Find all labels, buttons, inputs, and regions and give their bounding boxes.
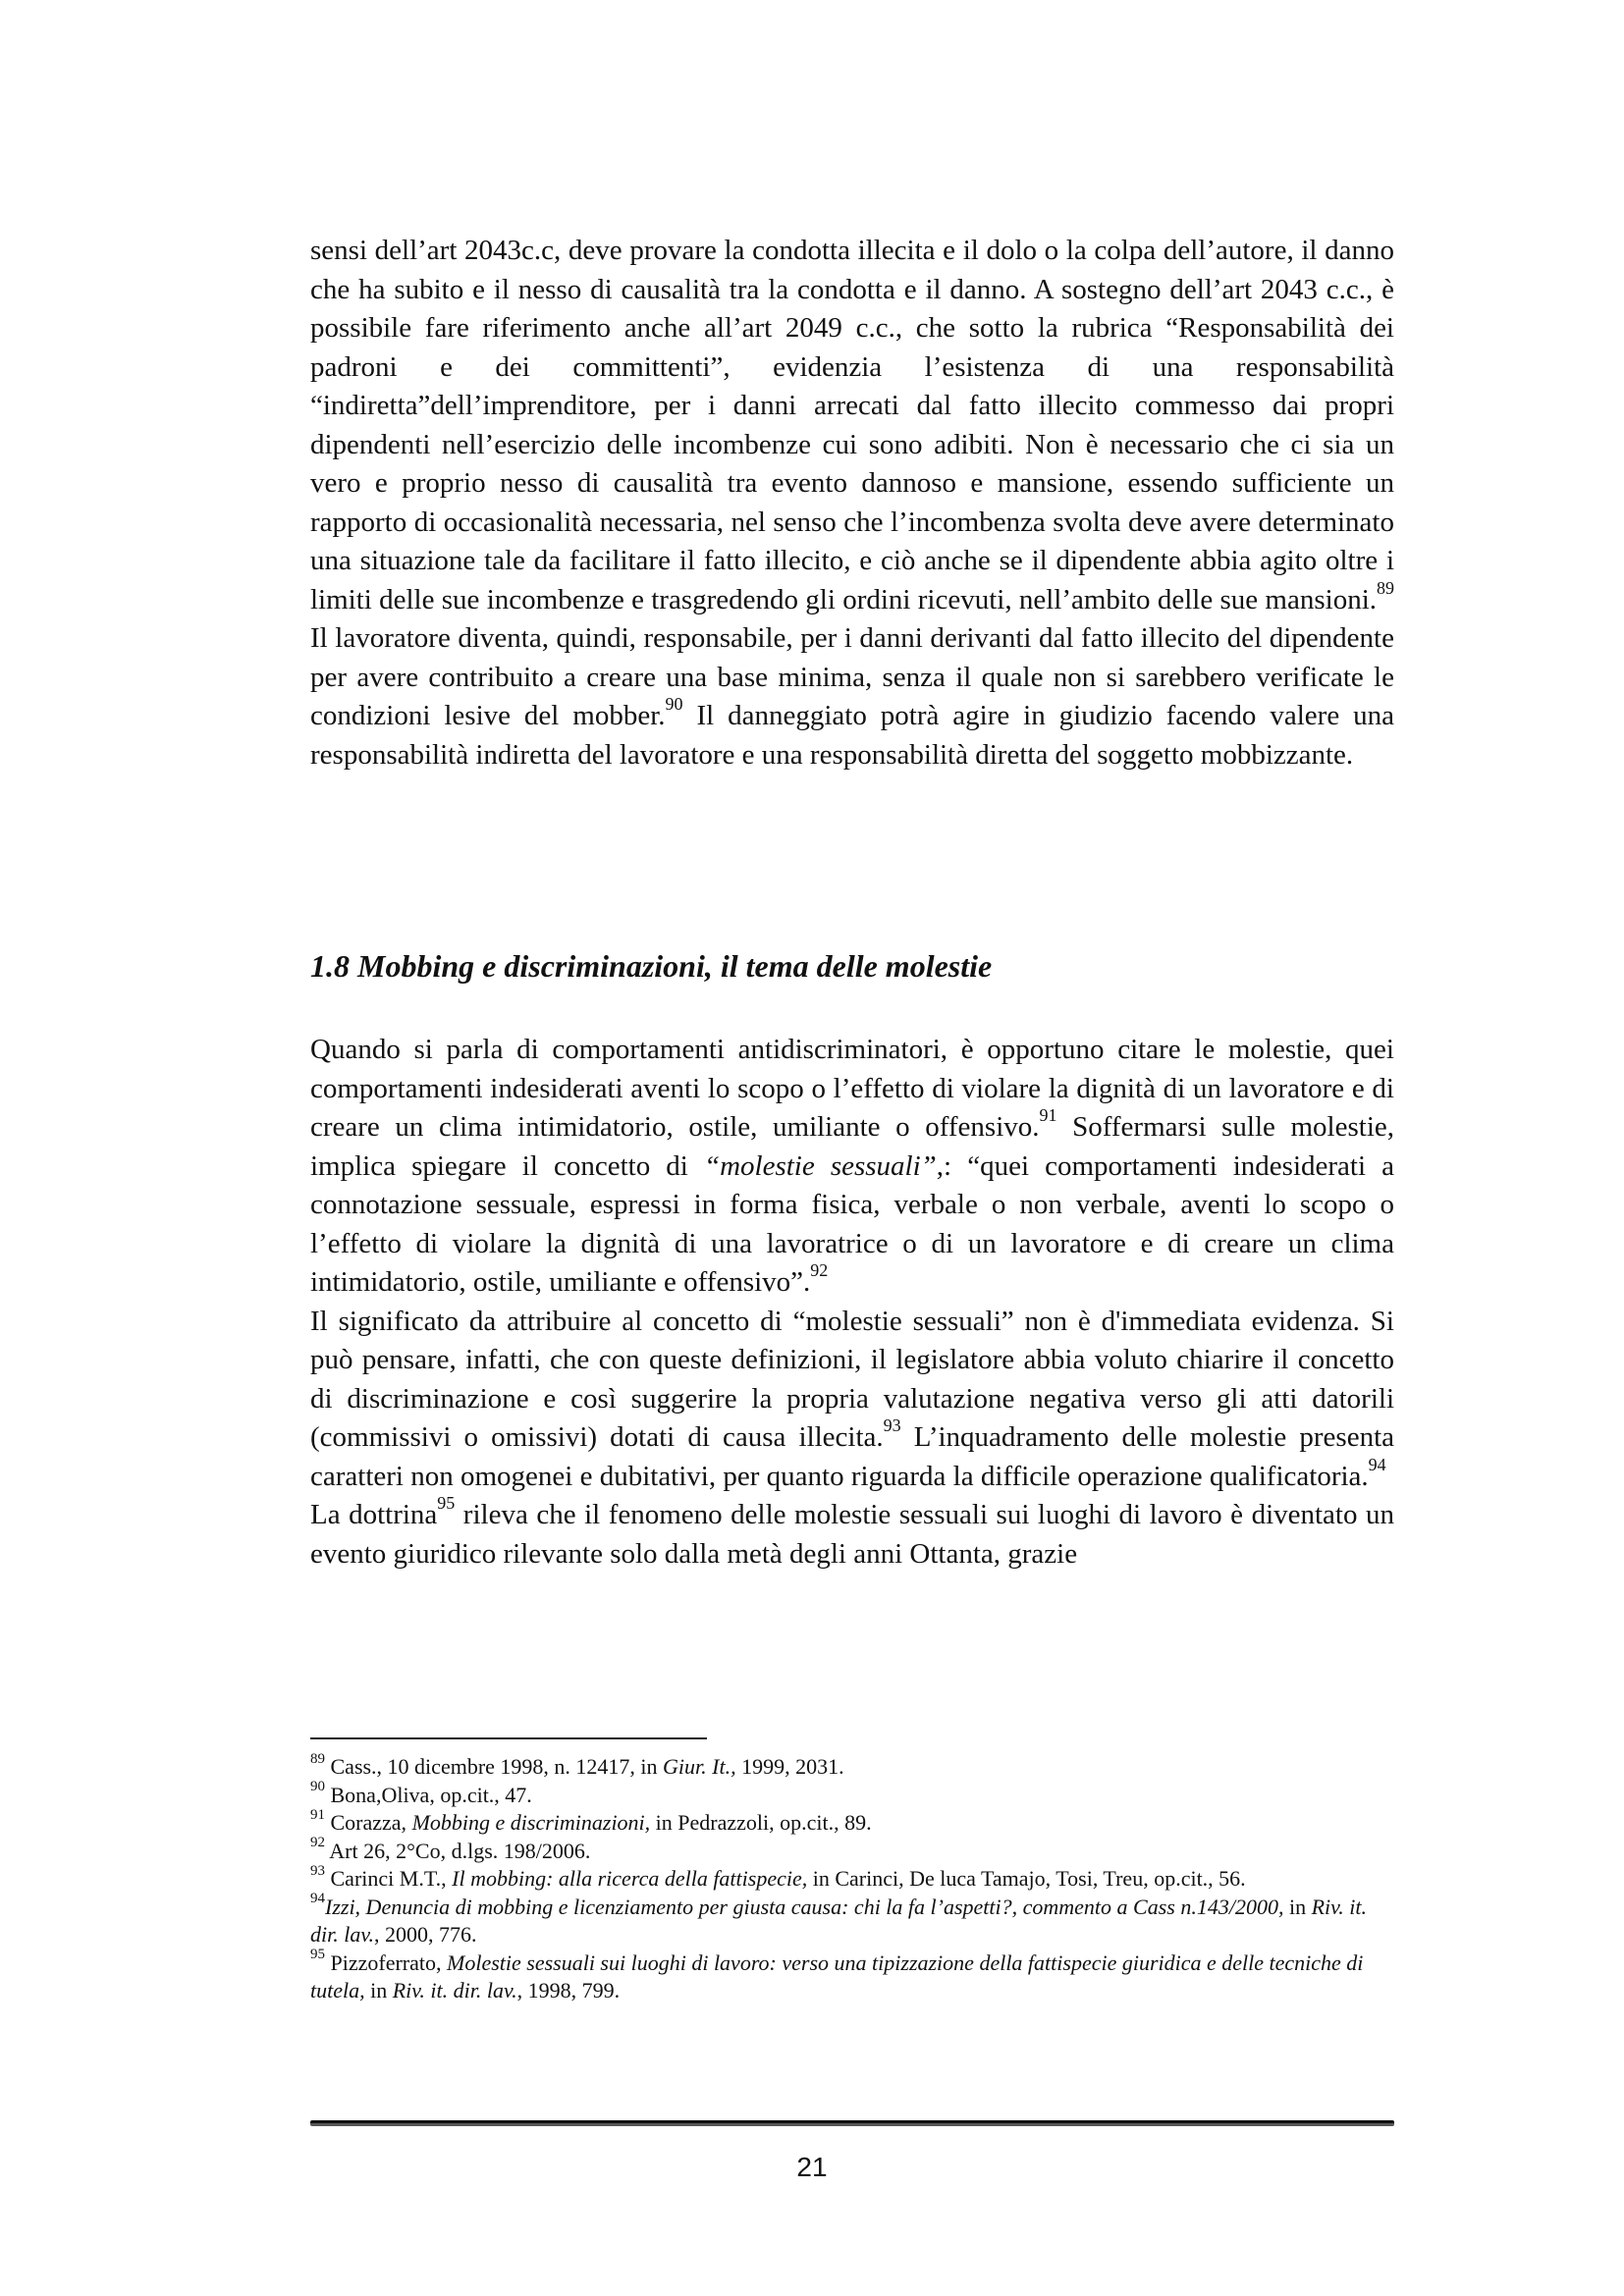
footnote-ref[interactable]: 93: [883, 1415, 901, 1436]
footnote-ref[interactable]: 91: [1039, 1105, 1057, 1126]
page-footer-rule: [310, 2120, 1394, 2126]
footnote-ref[interactable]: 95: [437, 1493, 456, 1514]
footnote-92: $^{92}$ Art 26, 2°Co, d.lgs. 198/2006.: [310, 1835, 591, 1863]
footnote-ref[interactable]: 94: [1368, 1454, 1386, 1474]
footnote-89: $^{89}$ Cass., 10 dicembre 1998, n. 12417, in Giur. It., 1999, 2031.: [310, 1750, 844, 1779]
paragraph-text: La dottrina$^{95}$ rileva che il fenomeno delle molestie sessuali sui luoghi di lavoro è diventato un evento giuridico rilevante solo dalla metà degli anni Ottanta, grazie: [310, 1493, 1394, 1570]
paragraph-text: Quando si parla di comportamenti antidiscriminatori, è opportuno citare le molestie, quei comportamenti indesiderati aventi lo scopo o l’effetto di violare la dignità di un lavoratore e di creare un clima intimidatorio, ostile, umiliante o offensivo.$^{91}$ Soffermarsi sulle molestie, implica spiegare il concetto di “molestie sessuali”,: “quei comportamenti indesiderati a connotazione sessuale, espressi in forma fisica, verbale o non verbale, aventi lo scopo o l’effetto di violare la dignità di una lavoratrice o di un lavoratore e di creare un clima intimidatorio, ostile, umiliante e offensivo”.$^{92}$: [310, 1034, 1394, 1298]
footnote-ref[interactable]: 92: [810, 1260, 829, 1281]
paragraph-text: sensi dell’art 2043c.c, deve provare la condotta illecita e il dolo o la colpa dell’autore, il danno che ha subito e il nesso di causalità tra la condotta e il danno. A sostegno dell’art 2043 c.c., è possibile fare riferimento anche all’art 2049 c.c., che sotto la rubrica “Responsabilità dei padroni e dei committenti”, evidenzia l’esistenza di una responsabilità “indiretta”dell’imprenditore, per i danni arrecati dal fatto illecito commesso dai propri dipendenti nell’esercizio delle incombenze cui sono adibiti. Non è necessario che ci sia un vero e proprio nesso di causalità tra evento dannoso e mansione, essendo sufficiente un rapporto di occasionalità necessaria, nel senso che l’incombenza svolta deve avere determinato una situazione tale da facilitare il fatto illecito, e ciò anche se il dipendente abbia agito oltre i limiti delle sue incombenze e trasgredendo gli ordini ricevuti, nell’ambito delle sue mansioni.$^{89}$ Il lavoratore diventa, quindi, responsabile, per i danni derivanti dal fatto illecito del dipendente per avere contribuito a creare una base minima, senza il quale non si sarebbero verificate le condizioni lesive del mobber.$^{90}$ Il danneggiato potrà agire in giudizio facendo valere una responsabilità indiretta del lavoratore e una responsabilità diretta del soggetto mobbizzante.: [310, 235, 1394, 771]
section-heading: 1.8 Mobbing e discriminazioni, il tema delle molestie: [310, 948, 993, 984]
page-number: 21: [796, 2152, 828, 2182]
paragraph-text: Il significato da attribuire al concetto di “molestie sessuali” non è d'immediata evidenza. Si può pensare, infatti, che con queste definizioni, il legislatore abbia voluto chiarire il concetto di discriminazione e così suggerire la propria valutazione negativa verso gli atti datorili (commissivi o omissivi) dotati di causa illecita.$^{93}$ L’inquadramento delle molestie presenta caratteri non omogenei e dubitativi, per quanto riguarda la difficile operazione qualificatoria.$^{94}$: [310, 1305, 1394, 1492]
footnote-separator: [310, 1737, 707, 1739]
body-section: [310, 1031, 1394, 1574]
footnotes: [310, 1750, 1394, 2005]
footnote-ref[interactable]: 89: [1377, 577, 1394, 598]
footnote-93: $^{93}$ Carinci M.T., Il mobbing: alla ricerca della fattispecie, in Carinci, De luca Tamajo, Tosi, Treu, op.cit., 56.: [310, 1862, 1246, 1891]
footnote-95: $^{95}$ Pizzoferrato, Molestie sessuali sui luoghi di lavoro: verso una tipizzazione della fattispecie giuridica e delle tecniche di tutela, in Riv. it. dir. lav., 1998, 799.: [310, 1947, 1364, 2002]
footnote-90: $^{90}$ Bona,Oliva, op.cit., 47.: [310, 1779, 532, 1807]
body-paragraph: [310, 232, 1394, 774]
footnote-91: $^{91}$ Corazza, Mobbing e discriminazioni, in Pedrazzoli, op.cit., 89.: [310, 1806, 872, 1835]
footnote-94: $^{94}$Izzi, Denuncia di mobbing e licenziamento per giusta causa: chi la fa l’aspetti?, commento a Cass n.143/2000, in Riv. it. dir. lav., 2000, 776.: [310, 1891, 1368, 1947]
footnote-ref[interactable]: 90: [665, 694, 683, 715]
